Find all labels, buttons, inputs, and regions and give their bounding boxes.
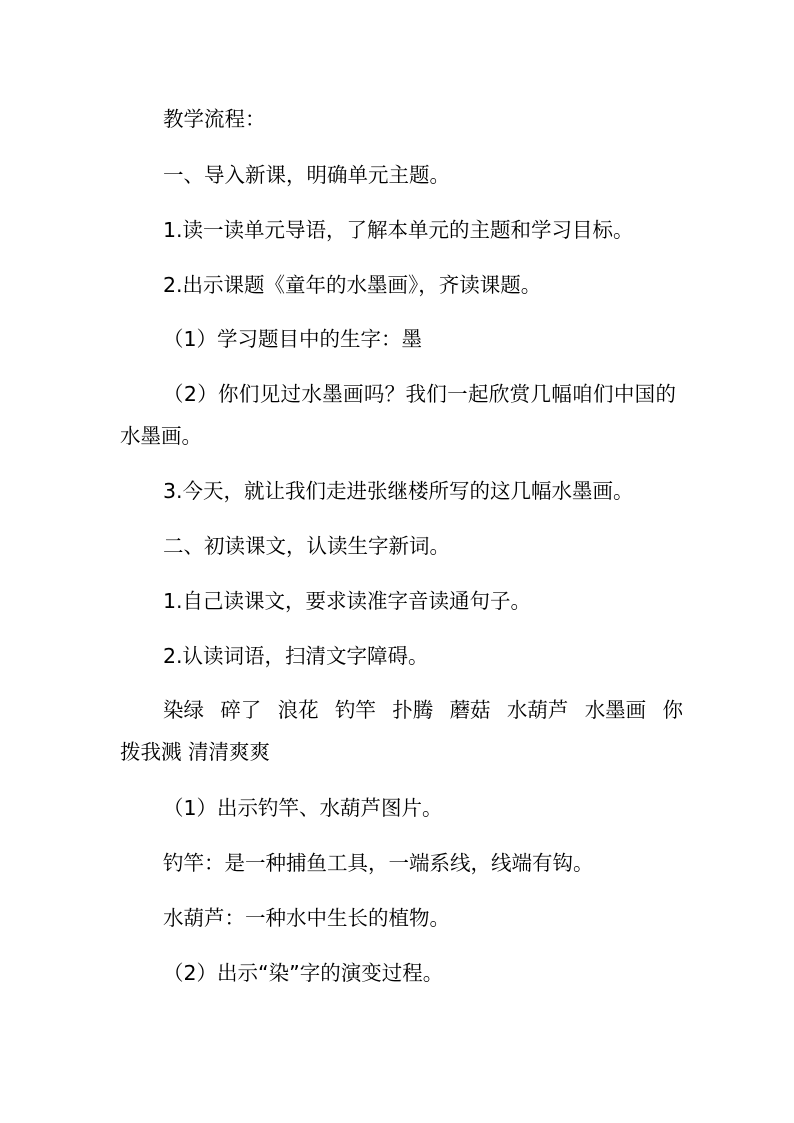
- vocabulary-word: 你: [662, 698, 683, 722]
- vocabulary-word: 扑腾: [392, 698, 434, 722]
- paragraph-step-2: 2.出示课题《童年的水墨画》，齐读课题。: [163, 273, 542, 297]
- paragraph-substep-2: （2）你们见过水墨画吗？我们一起欣赏几幅咱们中国的水墨画。: [120, 382, 676, 448]
- vocabulary-word: 水葫芦: [506, 698, 569, 722]
- vocabulary-word: 水墨画: [584, 698, 647, 722]
- paragraph-step-1: 1.读一读单元导语，了解本单元的主题和学习目标。: [163, 218, 634, 242]
- paragraph-show-pictures: （1）出示钓竿、水葫芦图片。: [163, 796, 443, 820]
- paragraph-reading-step-1: 1.自己读课文，要求读准字音读通句子。: [163, 589, 532, 613]
- vocabulary-word: 蘑菇: [449, 698, 491, 722]
- paragraph-reading-step-2: 2.认读词语，扫清文字障碍。: [163, 644, 429, 668]
- vocabulary-word-list-continued: 拨我溅 清清爽爽: [120, 740, 271, 764]
- vocabulary-word: 钓竿: [334, 698, 376, 722]
- paragraph-step-3: 3.今天，就让我们走进张继楼所写的这几幅水墨画。: [163, 479, 634, 503]
- vocabulary-word: 浪花: [277, 698, 319, 722]
- definition-fishing-rod: 钓竿：是一种捕鱼工具，一端系线，线端有钩。: [163, 851, 594, 875]
- vocabulary-word: 碎了: [220, 698, 262, 722]
- definition-water-hyacinth: 水葫芦：一种水中生长的植物。: [163, 906, 450, 930]
- paragraph-substep-1: （1）学习题目中的生字：墨: [163, 327, 423, 351]
- section-heading-first-reading: 二、初读课文，认读生字新词。: [163, 534, 450, 558]
- paragraph-character-evolution: （2）出示“染”字的演变过程。: [163, 961, 444, 985]
- vocabulary-word: 染绿: [163, 698, 204, 722]
- vocabulary-word-list: [163, 689, 683, 731]
- section-heading-teaching-process: 教学流程：: [163, 107, 266, 131]
- section-heading-introduction: 一、导入新课，明确单元主题。: [163, 163, 450, 187]
